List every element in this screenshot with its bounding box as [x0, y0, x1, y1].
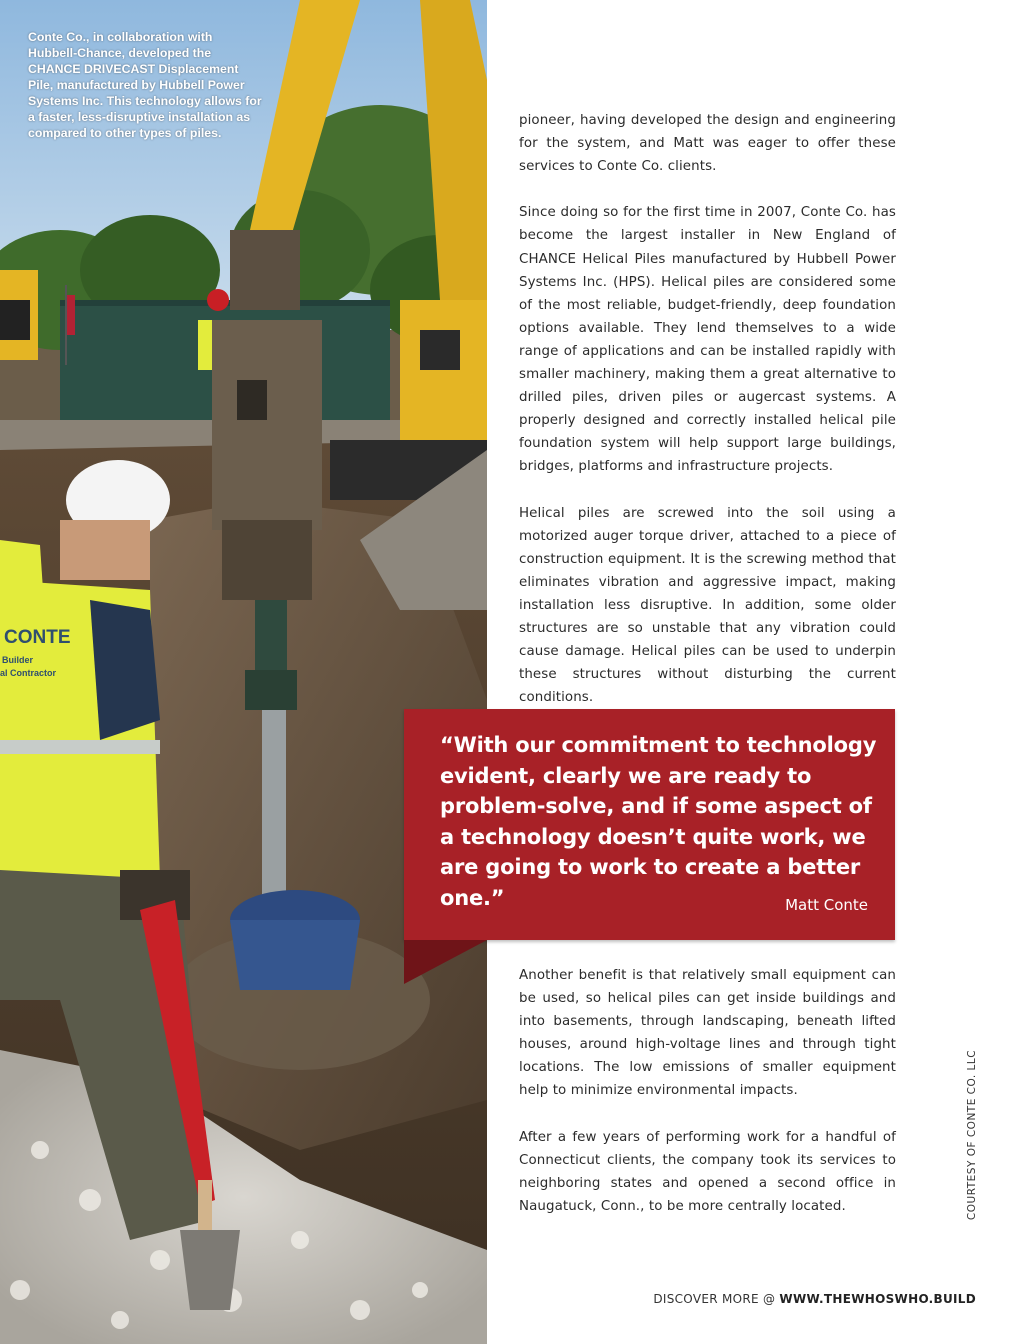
photo-credit-text: COURTESY OF CONTE CO. LLC	[966, 1049, 978, 1221]
footer	[653, 1292, 976, 1306]
article-paragraph: pioneer, having developed the design and engineering for the system, and Matt was eager to offer these services to Conte Co. clients.	[519, 113, 896, 175]
article-paragraph: Since doing so for the first time in 2007, Conte Co. has become the largest installer in New England of CHANCE Helical Piles manufactured by Hubbell Power Systems Inc. (HPS). Helical piles are considered some of the most reliable, budget-friendly, deep foundation options available. They lend themselves to a wide range of applications and can be installed rapidly with smaller machinery, making them a great alternative to drilled piles, driven piles or augercast systems. A properly designed and correctly installed helical pile foundation system will help support large buildings, bridges, platforms and infrastructure projects.	[519, 205, 896, 475]
footer-url-link[interactable]: WWW.THEWHOSWHO.BUILD	[779, 1292, 976, 1306]
article-column-bottom	[519, 964, 896, 1241]
article-paragraph: Another benefit is that relatively small equipment can be used, so helical piles can get inside buildings and into basements, through landscaping, beneath lifted houses, around high-voltage lines and through tight locations. The low emissions of smaller equipment help to minimize environmental impacts.	[519, 968, 896, 1099]
pull-quote-author: Matt Conte	[785, 896, 868, 914]
construction-photo	[0, 0, 487, 1344]
vest-text-2: al Contractor	[0, 668, 57, 678]
photo-illustration	[0, 0, 487, 1344]
footer-prefix: DISCOVER MORE @	[653, 1292, 780, 1306]
article-column-top	[519, 109, 896, 733]
vest-logo: CONTE	[4, 627, 71, 648]
article-paragraph: Helical piles are screwed into the soil using a motorized auger torque driver, attached to a piece of construction equipment. It is the screwing method that eliminates vibration and aggressive impact, making installation less disruptive. In addition, some older structures are so unstable that any vibration could cause damage. Helical piles can be used to underpin these structures without disturbing the current conditions.	[519, 505, 896, 706]
article-paragraph: After a few years of performing work for a handful of Connecticut clients, the company took its services to neighboring states and opened a second office in Naugatuck, Conn., to be more centrally located.	[519, 1129, 896, 1214]
vest-text-1: Builder	[2, 655, 34, 665]
pull-quote-text: “With our commitment to technology evident, clearly we are ready to problem-solve, and if some aspect of a technology doesn’t quite work, we are going to work to create a better one.”	[440, 733, 877, 910]
photo-caption: Conte Co., in collaboration with Hubbell-Chance, developed the CHANCE DRIVECAST Displacement Pile, manufactured by Hubbell Power Systems Inc. This technology allows for a faster, less-disruptive installation as compared to other types of piles.	[28, 30, 262, 140]
pull-quote-fold	[404, 940, 487, 984]
